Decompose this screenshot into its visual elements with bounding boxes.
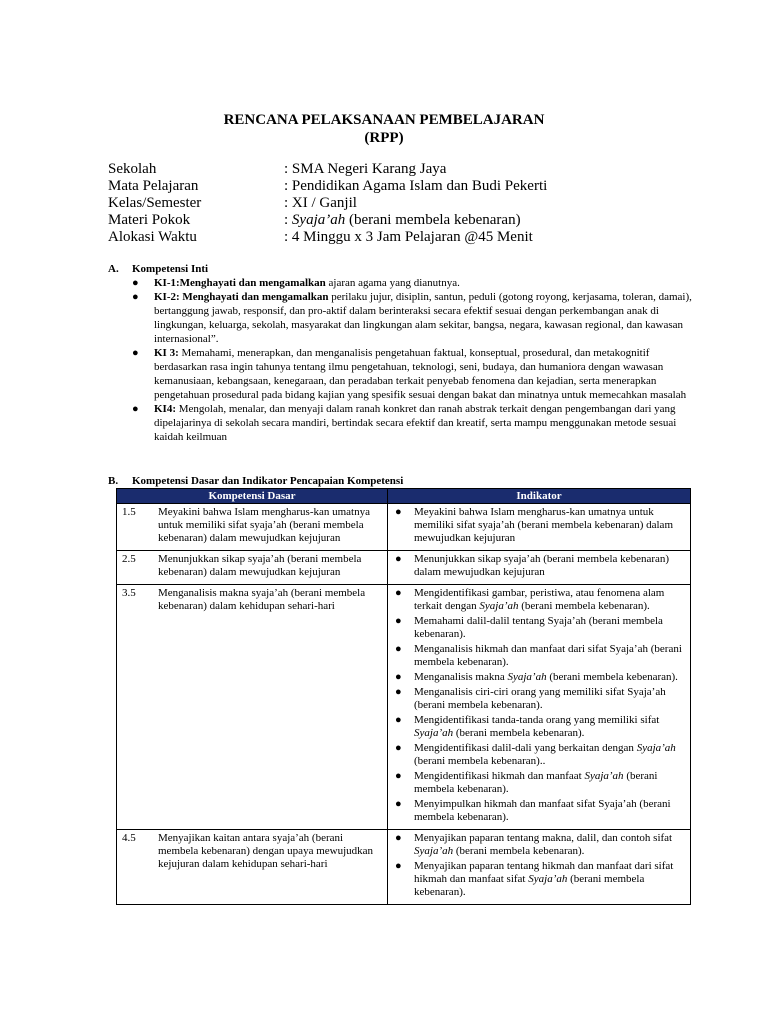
- info-value: : Pendidikan Agama Islam dan Budi Pekerti: [284, 178, 548, 194]
- indicator-italic: Syaja’ah: [479, 600, 519, 612]
- document-title: RENCANA PELAKSANAAN PEMBELAJARAN: [223, 112, 545, 128]
- info-row-materi-pokok: [108, 212, 547, 229]
- kd-number: 1.5: [117, 504, 151, 551]
- table-row: [117, 585, 691, 830]
- indicator-cell: [388, 585, 691, 830]
- kd-text: Menganalisis makna syaja’ah (berani membela kebenaran) dalam kehidupan sehari-hari: [150, 585, 388, 830]
- ki-item: [130, 290, 700, 346]
- section-title: Kompetensi Inti: [132, 263, 209, 275]
- ki-text: Memahami, menerapkan, dan menganalisis pengetahuan faktual, konseptual, prosedural, dan metakognitif berdasarkan rasa ingin tahunya tentang ilmu pengetahuan, teknologi, seni, budaya, dan humaniora dengan wawasan kemanusiaan, kebangsaan, kenegaraan, dan peradaban terkait penyebab fenomena dan kejadian, serta menerapkan pengetahuan prosedural pada bidang kajian yang spesifik sesuai dengan bakat dan minatnya untuk memecahkan masalah: [154, 347, 687, 401]
- indicator-italic: Syaja’ah: [507, 671, 547, 683]
- bullet-icon: ●: [395, 770, 402, 782]
- kd-number: 4.5: [117, 830, 151, 905]
- kd-number: 2.5: [117, 551, 151, 585]
- indicator-cell: [388, 504, 691, 551]
- indicator-item: [393, 770, 686, 796]
- kompetensi-inti-list: [130, 276, 700, 444]
- section-b-heading: [108, 475, 403, 487]
- table-row: [117, 830, 691, 905]
- section-a-heading: [108, 263, 208, 275]
- bullet-icon: ●: [395, 714, 402, 726]
- bullet-icon: ●: [132, 403, 139, 415]
- kd-indicator-table: [116, 488, 691, 905]
- info-value: : SMA Negeri Karang Jaya: [284, 161, 447, 177]
- ki-text: perilaku jujur, disiplin, santun, peduli (gotong royong, kerjasama, toleran, damai), bertanggung jawab, responsif, dan pro-aktif dalam berinteraksi secara efektif sesuai dengan perkembangan anak di lingkungan, keluarga, sekolah, masyarakat dan lingkungan alam sekitar, bangsa, negara, kawasan regional, dan kawasan internasional”.: [154, 291, 695, 345]
- bullet-icon: ●: [395, 553, 402, 565]
- ki-text: ajaran agama yang dianutnya.: [325, 277, 460, 289]
- indicator-item: [393, 553, 686, 579]
- info-value-prefix: :: [284, 212, 292, 228]
- ki-bold: KI 3:: [154, 347, 179, 359]
- info-row-kelas-semester: [108, 195, 547, 212]
- indicator-text: Menyajikan paparan tentang makna, dalil, dan contoh sifat Syaja’ah (berani membela kebenaran).: [414, 832, 673, 857]
- indicator-italic: Syaja’ah: [584, 770, 624, 782]
- indicator-item: [393, 587, 686, 613]
- ki-item: [130, 346, 700, 402]
- bullet-icon: ●: [395, 506, 402, 518]
- bullet-icon: ●: [395, 615, 402, 627]
- indicator-text: Memahami dalil-dalil tentang Syaja’ah (berani membela kebenaran).: [414, 615, 663, 640]
- bullet-icon: ●: [395, 671, 402, 683]
- indicator-item: [393, 686, 686, 712]
- indicator-item: [393, 506, 686, 545]
- bullet-icon: ●: [395, 686, 402, 698]
- table-row: [117, 504, 691, 551]
- bullet-icon: ●: [132, 277, 139, 289]
- info-row-mata-pelajaran: [108, 178, 547, 195]
- ki-bold: KI4:: [154, 403, 176, 415]
- indicator-text: Menyajikan paparan tentang hikmah dan manfaat dari sifat hikmah dan manfaat sifat Syaja’ah (berani membela kebenaran).: [414, 860, 674, 898]
- bullet-icon: ●: [395, 742, 402, 754]
- indicator-text: Mengidentifikasi dalil-dali yang berkaitan dengan Syaja’ah (berani membela kebenaran)..: [414, 742, 676, 767]
- kd-text: Meyakini bahwa Islam mengharus-kan umatnya untuk memiliki sifat syaja’ah (berani membela kebenaran) dalam mewujudkan kejujuran: [150, 504, 388, 551]
- header-kompetensi-dasar: Kompetensi Dasar: [117, 489, 388, 504]
- kd-text: Menunjukkan sikap syaja’ah (berani membela kebenaran) dalam mewujudkan kejujuran: [150, 551, 388, 585]
- document-subtitle: (RPP): [364, 130, 404, 146]
- indicator-item: [393, 643, 686, 669]
- indicator-item: [393, 742, 686, 768]
- bullet-icon: ●: [395, 798, 402, 810]
- indicator-text: Menganalisis ciri-ciri orang yang memiliki sifat Syaja’ah (berani membela kebenaran).: [414, 686, 666, 711]
- bullet-icon: ●: [395, 587, 402, 599]
- identity-block: [108, 161, 547, 246]
- info-value: [284, 212, 521, 229]
- ki-text: Mengolah, menalar, dan menyaji dalam ranah konkret dan ranah abstrak terkait dengan pengembangan dari yang dipelajarinya di sekolah secara mandiri, bertindak secara efektif dan kreatif, serta mampu menggunakan metode sesuai kaidah keilmuan: [154, 403, 680, 443]
- indicator-cell: [388, 830, 691, 905]
- info-label: Kelas/Semester: [108, 195, 202, 211]
- info-label: Alokasi Waktu: [108, 229, 197, 245]
- ki-item: [130, 402, 700, 444]
- info-row-sekolah: [108, 161, 547, 178]
- indicator-text: Menganalisis makna Syaja’ah (berani membela kebenaran).: [414, 671, 678, 683]
- info-value-italic: Syaja’ah: [291, 212, 346, 228]
- info-label: Sekolah: [108, 161, 157, 177]
- indicator-item: [393, 714, 686, 740]
- indicator-item: [393, 798, 686, 824]
- indicator-text: Menunjukkan sikap syaja’ah (berani membela kebenaran) dalam mewujudkan kejujuran: [414, 553, 670, 578]
- indicator-italic: Syaja’ah: [414, 727, 454, 739]
- bullet-icon: ●: [132, 291, 139, 303]
- ki-bold: KI-1:Menghayati dan mengamalkan: [154, 277, 326, 289]
- bullet-icon: ●: [395, 860, 402, 872]
- table-row: [117, 551, 691, 585]
- indicator-item: [393, 671, 686, 684]
- indicator-italic: Syaja’ah: [414, 845, 454, 857]
- table-header-row: [117, 489, 691, 504]
- bullet-icon: ●: [132, 347, 139, 359]
- info-label: Materi Pokok: [108, 212, 191, 228]
- indicator-text: Meyakini bahwa Islam mengharus-kan umatnya untuk memiliki sifat syaja’ah (berani membela kebenaran) dalam mewujudkan kejujuran: [414, 506, 673, 544]
- indicator-text: Mengidentifikasi gambar, peristiwa, atau fenomena alam terkait dengan Syaja’ah (berani membela kebenaran).: [414, 587, 665, 612]
- indicator-item: [393, 615, 686, 641]
- kd-number: 3.5: [117, 585, 151, 830]
- info-value-suffix: (berani membela kebenaran): [345, 212, 521, 228]
- indicator-italic: Syaja’ah: [636, 742, 676, 754]
- section-title: Kompetensi Dasar dan Indikator Pencapaian Kompetensi: [132, 475, 404, 487]
- indicator-text: Mengidentifikasi tanda-tanda orang yang memiliki sifat Syaja’ah (berani membela kebenaran).: [414, 714, 660, 739]
- indicator-item: [393, 832, 686, 858]
- section-letter: A.: [108, 263, 119, 275]
- kd-text: Menyajikan kaitan antara syaja’ah (berani membela kebenaran) dengan upaya mewujudkan kejujuran dalam kehidupan sehari-hari: [150, 830, 388, 905]
- indicator-cell: [388, 551, 691, 585]
- info-label: Mata Pelajaran: [108, 178, 199, 194]
- header-indikator: Indikator: [388, 489, 691, 504]
- ki-bold: KI-2: Menghayati dan mengamalkan: [154, 291, 329, 303]
- section-letter: B.: [108, 475, 119, 487]
- bullet-icon: ●: [395, 832, 402, 844]
- indicator-italic: Syaja’ah: [528, 873, 568, 885]
- indicator-text: Mengidentifikasi hikmah dan manfaat Syaja’ah (berani membela kebenaran).: [414, 770, 658, 795]
- bullet-icon: ●: [395, 643, 402, 655]
- indicator-text: Menyimpulkan hikmah dan manfaat sifat Syaja’ah (berani membela kebenaran).: [414, 798, 671, 823]
- indicator-item: [393, 860, 686, 899]
- info-row-alokasi-waktu: [108, 229, 547, 246]
- indicator-text: Menganalisis hikmah dan manfaat dari sifat Syaja’ah (berani membela kebenaran).: [414, 643, 682, 668]
- info-value: : XI / Ganjil: [284, 195, 357, 211]
- info-value: : 4 Minggu x 3 Jam Pelajaran @45 Menit: [284, 229, 533, 245]
- ki-item: [130, 276, 700, 290]
